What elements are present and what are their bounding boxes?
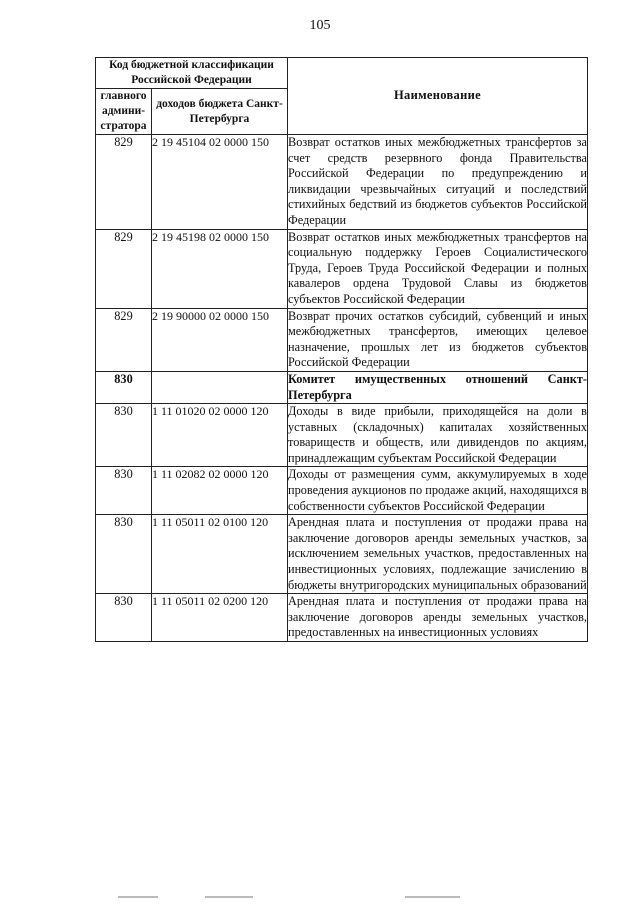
admin-code-cell: 830 [96,515,152,594]
admin-code-cell: 829 [96,308,152,371]
table-row [96,135,588,230]
table-row [96,467,588,515]
scan-artifact [205,896,253,898]
admin-code-cell: 830 [96,404,152,467]
name-cell: Возврат остатков иных межбюджетных трансфертов на социальную поддержку Героев Социалистического Труда, Героев Труда Российской Федерации и полных кавалеров ордена Трудовой Славы из бюджетов субъектов Российской Федерации [288,229,588,308]
table-row [96,404,588,467]
income-code-cell: 1 11 02082 02 0000 120 [152,467,288,515]
income-code-cell: 2 19 90000 02 0000 150 [152,308,288,371]
income-code-cell: 2 19 45198 02 0000 150 [152,229,288,308]
header-admin-code: главного админи-стратора [96,89,152,135]
table-row-section-header [96,371,588,403]
admin-code-cell: 829 [96,229,152,308]
name-cell: Доходы от размещения сумм, аккумулируемых в ходе проведения аукционов по продаже акций, находящихся в собственности субъектов Российской Федерации [288,467,588,515]
name-cell: Комитет имущественных отношений Санкт-Петербурга [288,371,588,403]
name-cell: Возврат прочих остатков субсидий, субвенций и иных межбюджетных трансфертов, имеющих целевое назначение, прошлых лет из бюджетов субъектов Российской Федерации [288,308,588,371]
scan-artifact [118,896,158,898]
admin-code-cell: 829 [96,135,152,230]
header-name: Наименование [288,58,588,135]
page-number: 105 [309,18,331,33]
admin-code-cell: 830 [96,467,152,515]
name-cell: Арендная плата и поступления от продажи права на заключение договоров аренды земельных участков, за исключением земельных участков, предоставленных на инвестиционных условиях, подлежащие зачислению в бюджеты внутригородских муниципальных образований [288,515,588,594]
table-row [96,229,588,308]
income-code-cell: 1 11 05011 02 0200 120 [152,594,288,642]
name-cell: Возврат остатков иных межбюджетных трансфертов за счет средств резервного фонда Правительства Российской Федерации по предупреждению и ликвидации чрезвычайных ситуаций и последствий стихийных бедствий из бюджетов субъектов Российской Федерации [288,135,588,230]
table-row [96,594,588,642]
table-row [96,308,588,371]
table-row [96,515,588,594]
admin-code-cell: 830 [96,371,152,403]
header-budget-code-group: Код бюджетной классификации Российской Федерации [96,58,288,89]
income-code-cell: 1 11 05011 02 0100 120 [152,515,288,594]
budget-classification-table [95,57,588,642]
income-code-cell: 1 11 01020 02 0000 120 [152,404,288,467]
scan-artifact [405,896,460,898]
name-cell: Арендная плата и поступления от продажи права на заключение договоров аренды земельных участков, предоставленных на инвестиционных условиях [288,594,588,642]
income-code-cell [152,371,288,403]
name-cell: Доходы в виде прибыли, приходящейся на доли в уставных (складочных) капиталах хозяйственных товариществ и обществ, или дивидендов по акциям, принадлежащим субъектам Российской Федерации [288,404,588,467]
admin-code-cell: 830 [96,594,152,642]
income-code-cell: 2 19 45104 02 0000 150 [152,135,288,230]
header-income-code: доходов бюджета Санкт-Петербурга [152,89,288,135]
